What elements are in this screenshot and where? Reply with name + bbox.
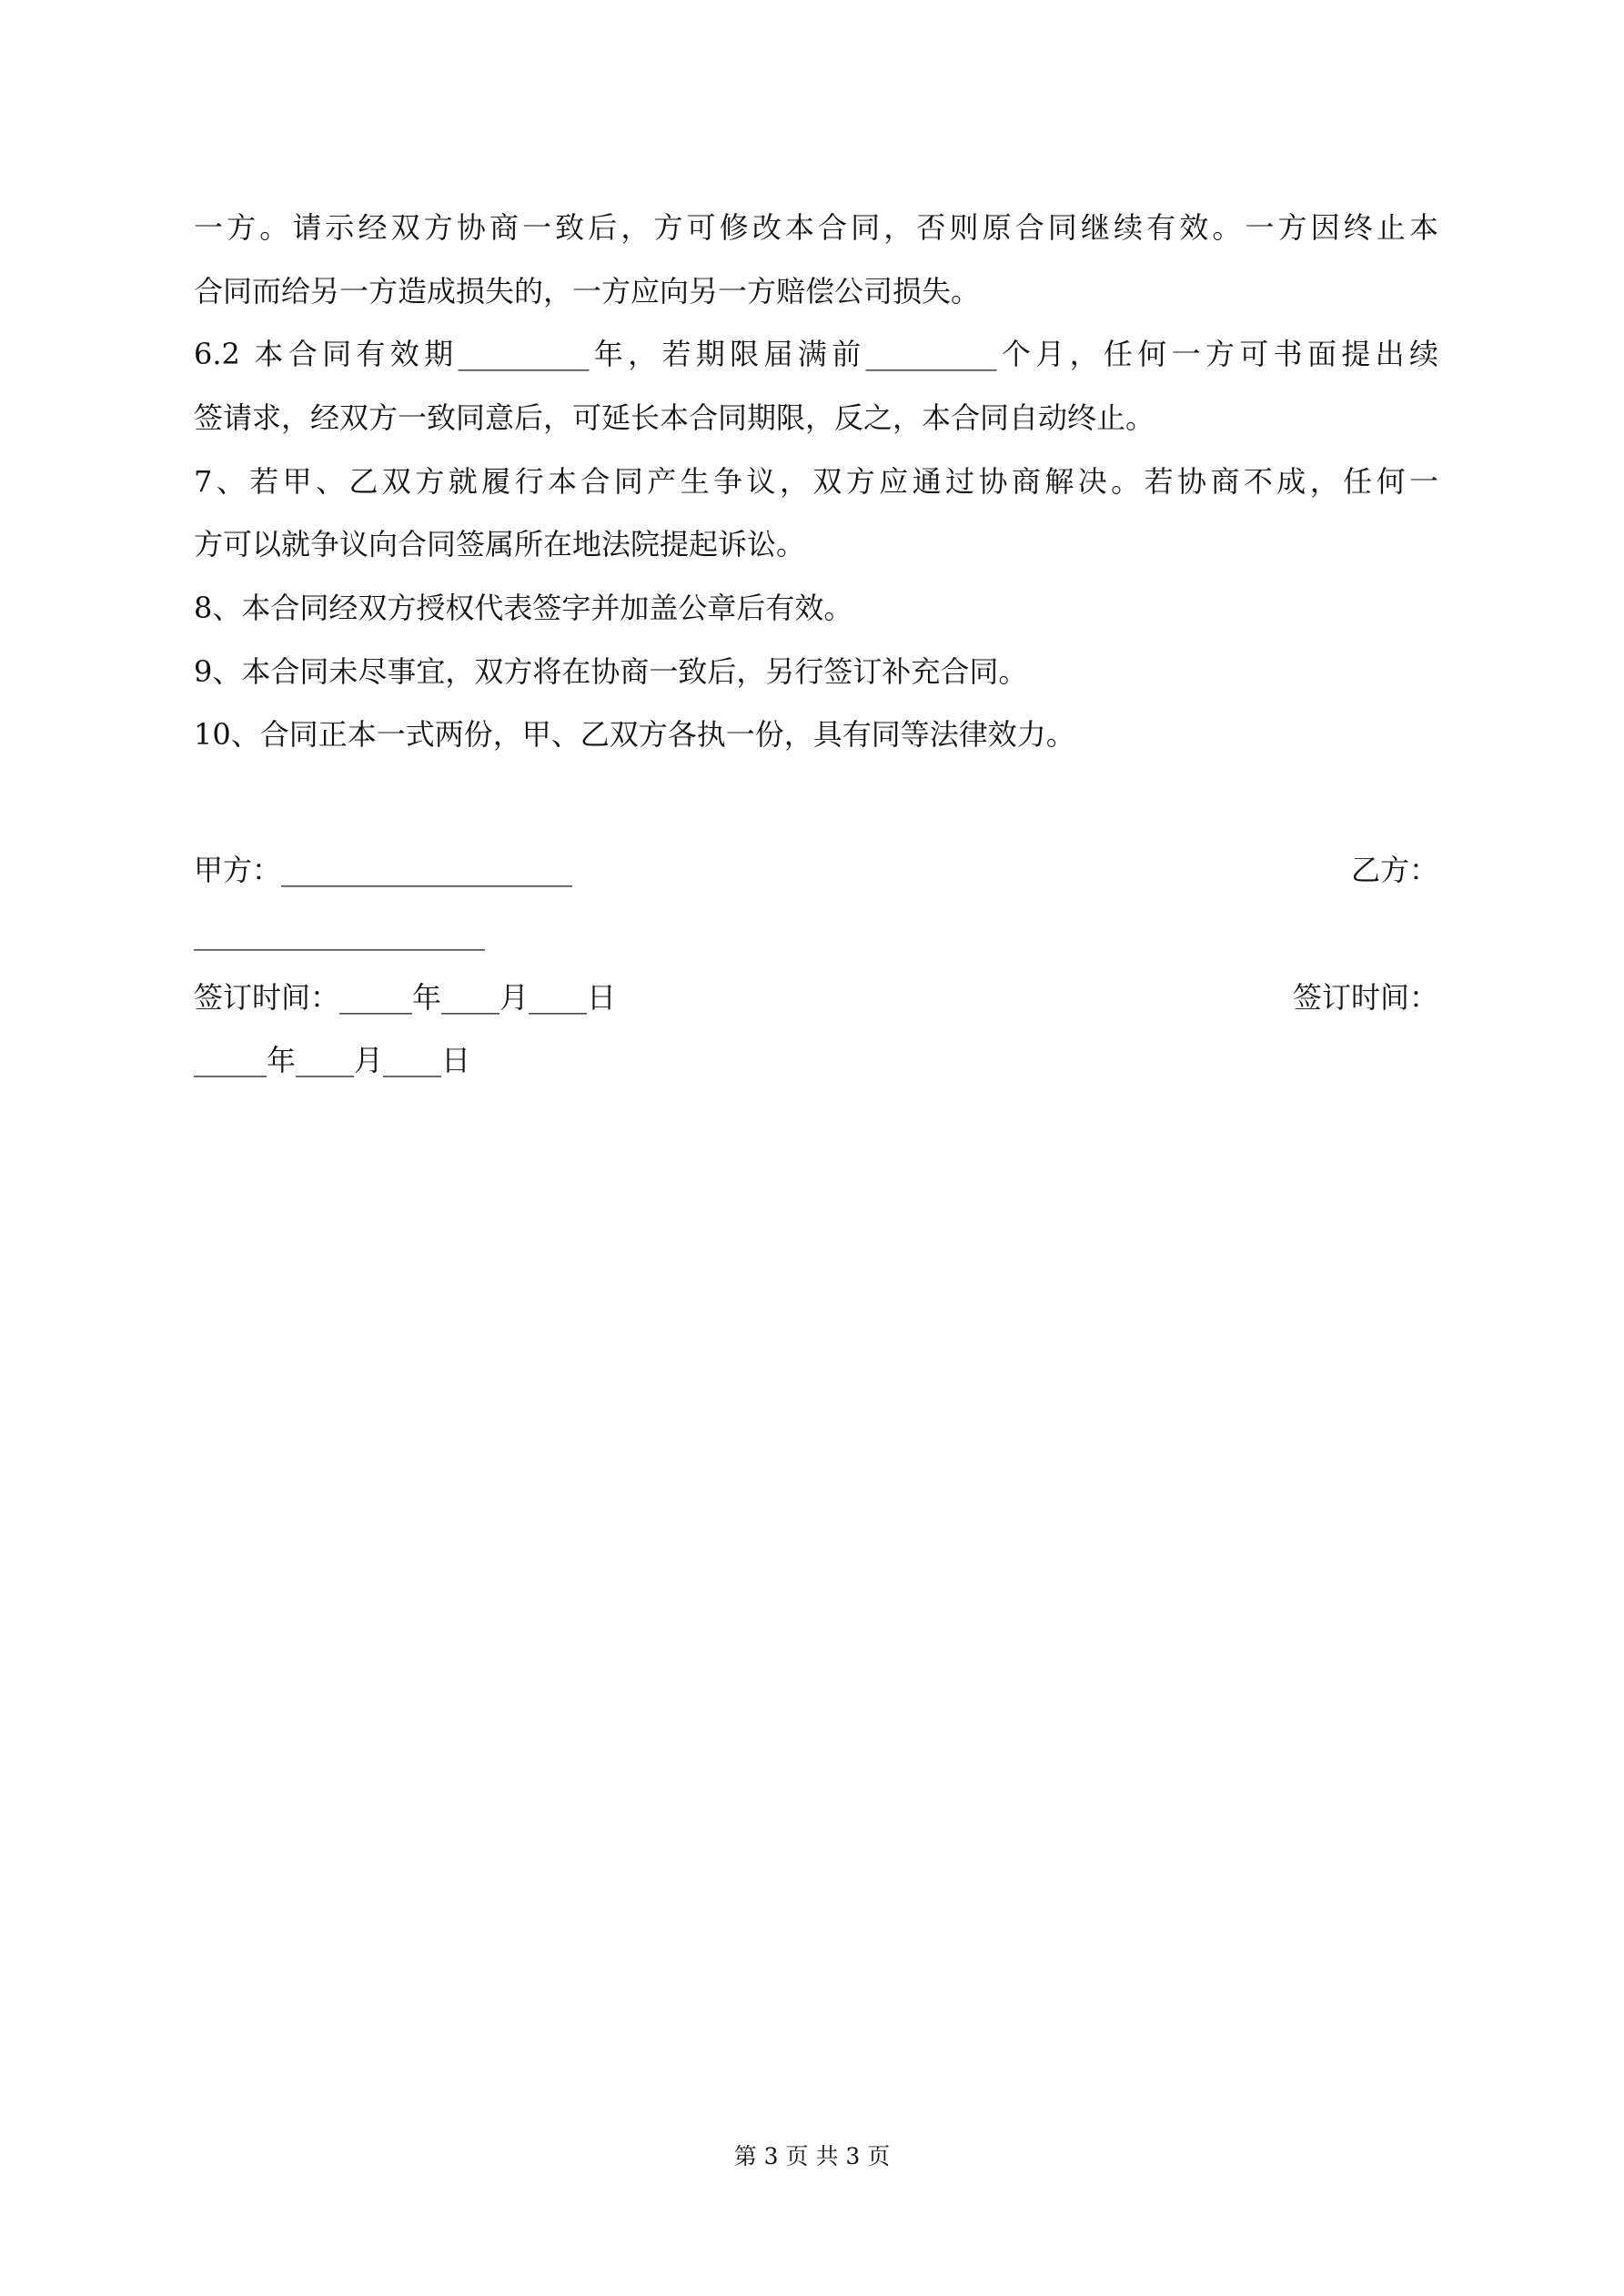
page-indicator: 第 3 页 共 3 页: [733, 2143, 891, 2170]
party-b-signature-line: ____________________: [194, 916, 485, 951]
paragraph-line-2: 合同而给另一方造成损失的，一方应向另一方赔偿公司损失。: [194, 274, 981, 308]
signature-date-row: [194, 976, 1438, 1019]
clause-10: 10、合同正本一式两份，甲、乙双方各执一份，具有同等法律效力。: [194, 717, 1075, 752]
clause-7-line-1: 7、若甲、乙双方就履行本合同产生争议，双方应通过协商解决。若协商不成，任何一: [194, 464, 1438, 499]
clause-6-2-line-2: 签请求，经双方一致同意后，可延长本合同期限，反之，本合同自动终止。: [194, 400, 1155, 435]
paragraph-line-1: 一方。请示经双方协商一致后，方可修改本合同，否则原合同继续有效。一方因终止本: [194, 210, 1438, 245]
party-a-date: 签订时间：_____年____月____日: [194, 980, 617, 1015]
clause-7-line-2: 方可以就争议向合同签属所在地法院提起诉讼。: [194, 527, 806, 561]
party-b-date: _____年____月____日: [194, 1043, 471, 1077]
party-b-date-label: 签订时间：: [1292, 980, 1438, 1015]
signature-party-row: [194, 848, 1438, 892]
party-b-label: 乙方：: [1350, 853, 1438, 887]
party-a-label: 甲方：____________________: [194, 853, 573, 887]
clause-9: 9、本合同未尽事宜，双方将在协商一致后，另行签订补充合同。: [194, 654, 1028, 689]
clause-8: 8、本合同经双方授权代表签字并加盖公章后有效。: [194, 591, 853, 625]
clause-6-2-line-1: 6.2 本合同有效期_________年，若期限届满前_________个月，任何一方可书面提出续: [194, 337, 1438, 371]
